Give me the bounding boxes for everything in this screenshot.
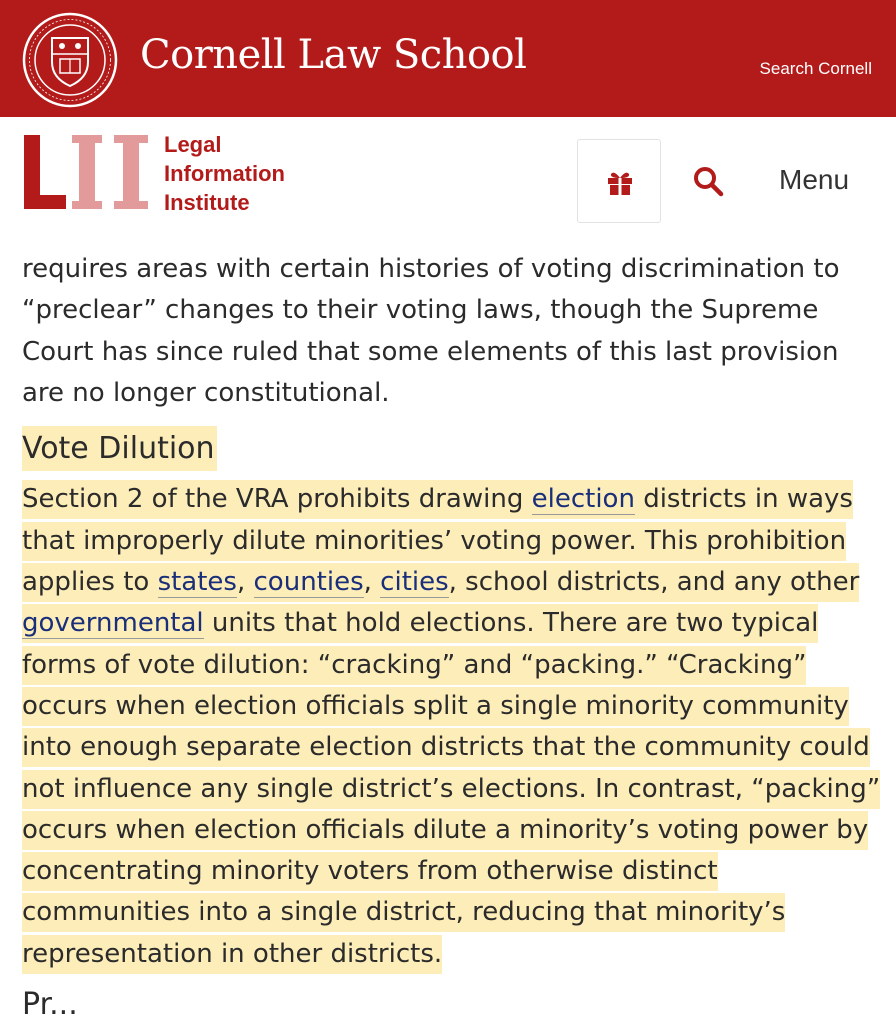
search-cornell-link[interactable]: Search Cornell <box>759 59 872 78</box>
lii-logo[interactable] <box>22 133 152 211</box>
intro-paragraph: requires areas with certain histories of voting discrimination to “preclear” changes to their voting laws, though the Supreme Court has since ruled that some elements of this last provision are no longer constitutional. <box>22 254 840 408</box>
search-icon[interactable] <box>690 163 726 199</box>
cornell-title[interactable]: Cornell Law School <box>140 32 527 78</box>
cornell-seal-logo[interactable] <box>22 12 118 108</box>
lii-name-line-3: Institute <box>164 190 250 215</box>
vote-dilution-paragraph <box>22 479 882 975</box>
link-governmental[interactable]: governmental <box>22 608 204 639</box>
body-text-2: districts in ways that improperly dilute minorities’ voting power. This prohibition applies to <box>22 484 853 598</box>
link-states[interactable]: states <box>157 567 237 598</box>
body-text-3: , school districts, and any other <box>448 567 860 598</box>
link-cities[interactable]: cities <box>380 567 449 598</box>
article-content <box>22 249 882 975</box>
lii-name-line-1: Legal <box>164 132 222 157</box>
link-election[interactable]: election <box>531 484 635 515</box>
lii-name[interactable] <box>164 130 285 217</box>
body-text-1: Section 2 of the VRA prohibits drawing <box>22 484 532 515</box>
lii-header <box>0 117 896 245</box>
link-counties[interactable]: counties <box>253 567 364 598</box>
lii-name-line-2: Information <box>164 161 285 186</box>
gift-icon <box>606 168 634 196</box>
donate-button[interactable] <box>577 139 661 223</box>
next-section-heading-partial: Pr... <box>22 987 78 1022</box>
menu-button[interactable]: Menu <box>779 164 850 195</box>
highlighted-text <box>22 480 880 973</box>
cornell-header <box>0 0 896 117</box>
body-text-4: units that hold elections. There are two typical forms of vote dilution: “cracking” and “packing.” “Cracking” occurs when election officials split a single minority community into enough separate election districts that the community could not influence any single district’s elections. In contrast, “packing” occurs when election officials dilute a minority’s voting power by concentrating minority voters from otherwise distinct communities into a single district, reducing that minority’s representation in other districts. <box>22 608 881 969</box>
section-heading-vote-dilution: Vote Dilution <box>22 426 217 471</box>
separator-2: , <box>363 567 381 598</box>
separator-1: , <box>236 567 254 598</box>
